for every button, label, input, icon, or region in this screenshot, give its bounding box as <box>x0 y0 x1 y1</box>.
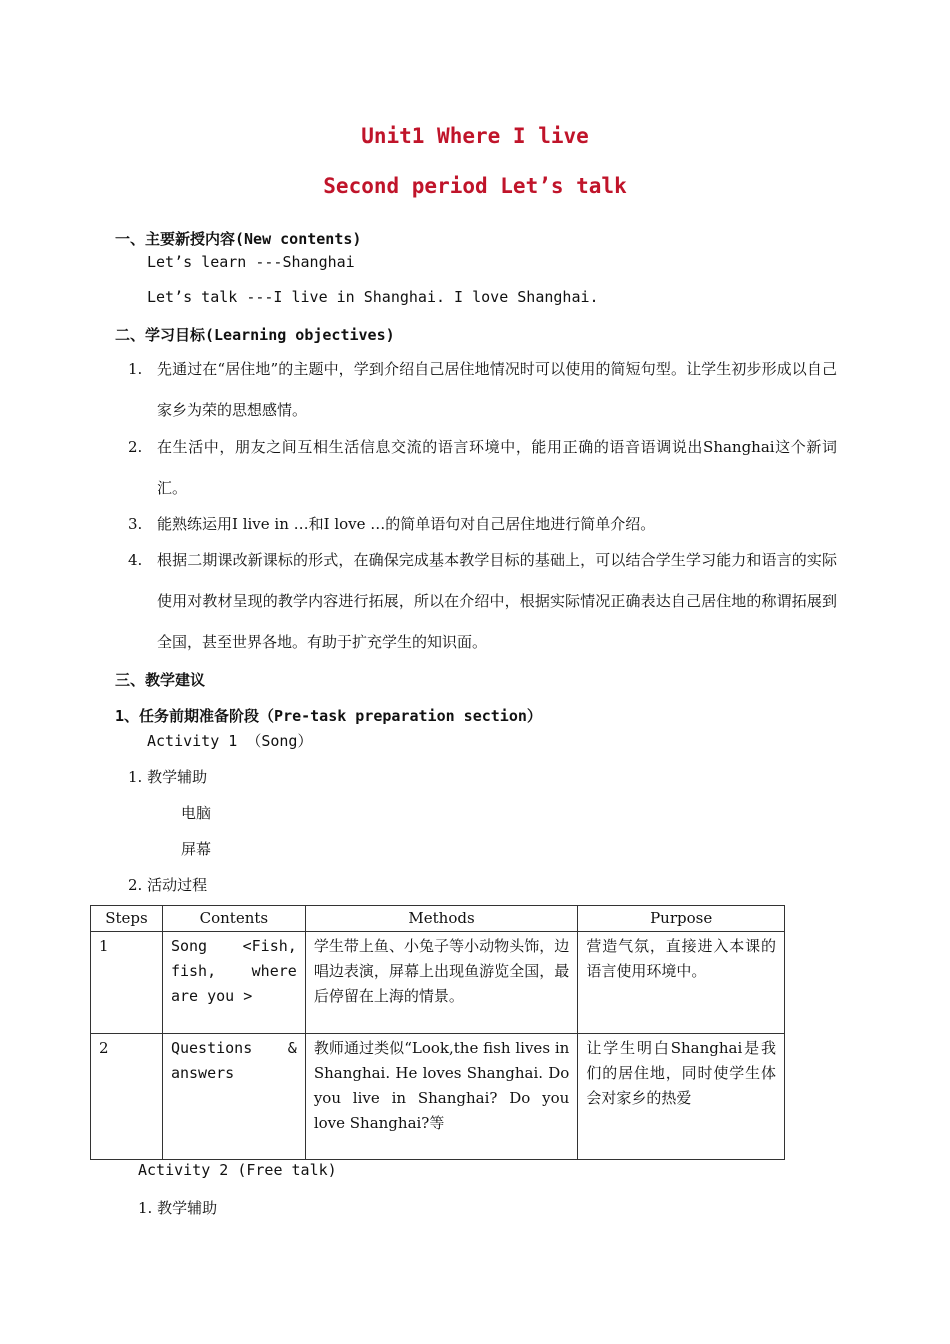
aid-item-computer: 电脑 <box>181 804 212 822</box>
objective-2-text: 在生活中，朋友之间互相生活信息交流的语言环境中，能用正确的语音语调说出Shanghai这个新词汇。 <box>157 438 837 497</box>
objective-4-number: 4. <box>128 551 143 569</box>
cell-step: 2 <box>91 1034 163 1160</box>
table-row <box>91 932 785 1034</box>
cell-content: Song <Fish, fish, where are you > <box>162 932 305 1034</box>
activity-table <box>90 905 785 1160</box>
objective-4-text: 根据二期课改新课标的形式，在确保完成基本教学目标的基础上，可以结合学生学习能力和语言的实际使用对教材呈现的教学内容进行拓展，所以在介绍中，根据实际情况正确表达自己居住地的称谓拓展到全国，甚至世界各地。有助于扩充学生的知识面。 <box>157 551 837 651</box>
header-steps: Steps <box>91 906 163 932</box>
activity-2-aids-label: 1. 教学辅助 <box>138 1199 218 1217</box>
table-header-row <box>91 906 785 932</box>
section3-heading: 三、教学建议 <box>115 671 206 689</box>
document-title: Unit1 Where I live <box>361 124 589 148</box>
cell-content: Questions & answers <box>162 1034 305 1160</box>
objective-3-text: 能熟练运用I live in …和I love …的简单语句对自己居住地进行简单介绍。 <box>157 515 656 533</box>
activity-2-label: Activity 2 (Free talk) <box>138 1161 337 1179</box>
table-row <box>91 1034 785 1160</box>
header-purpose: Purpose <box>578 906 785 932</box>
cell-method: 教师通过类似“Look,the fish lives in Shanghai. He loves Shanghai. Do you live in Shanghai? Do you love Shanghai?等 <box>305 1034 578 1160</box>
activity-1-label: Activity 1 （Song） <box>147 732 313 750</box>
objective-2-number: 2. <box>128 438 143 456</box>
header-contents: Contents <box>162 906 305 932</box>
cell-step: 1 <box>91 932 163 1034</box>
section1-line-2: Let’s talk ---I live in Shanghai. I love Shanghai. <box>147 288 599 306</box>
section2-heading: 二、学习目标(Learning objectives) <box>115 326 395 344</box>
section1-heading: 一、主要新授内容(New contents) <box>115 230 362 248</box>
header-methods: Methods <box>305 906 578 932</box>
pretask-heading: 1、任务前期准备阶段（Pre-task preparation section） <box>115 707 542 725</box>
aid-item-screen: 屏幕 <box>181 840 212 858</box>
cell-method: 学生带上鱼、小兔子等小动物头饰，边唱边表演，屏幕上出现鱼游览全国，最后停留在上海的情景。 <box>305 932 578 1034</box>
objective-3-number: 3. <box>128 515 143 533</box>
process-label: 2. 活动过程 <box>128 876 208 894</box>
document-subtitle: Second period Let’s talk <box>323 174 627 198</box>
aids-label: 1. 教学辅助 <box>128 768 208 786</box>
cell-purpose: 让学生明白Shanghai是我们的居住地，同时使学生体会对家乡的热爱 <box>578 1034 785 1160</box>
cell-purpose: 营造气氛，直接进入本课的语言使用环境中。 <box>578 932 785 1034</box>
objective-1-number: 1. <box>128 360 143 378</box>
section1-line-1: Let’s learn ---Shanghai <box>147 253 355 271</box>
objective-1-text: 先通过在“居住地”的主题中，学到介绍自己居住地情况时可以使用的简短句型。让学生初步形成以自己家乡为荣的思想感情。 <box>157 360 837 419</box>
